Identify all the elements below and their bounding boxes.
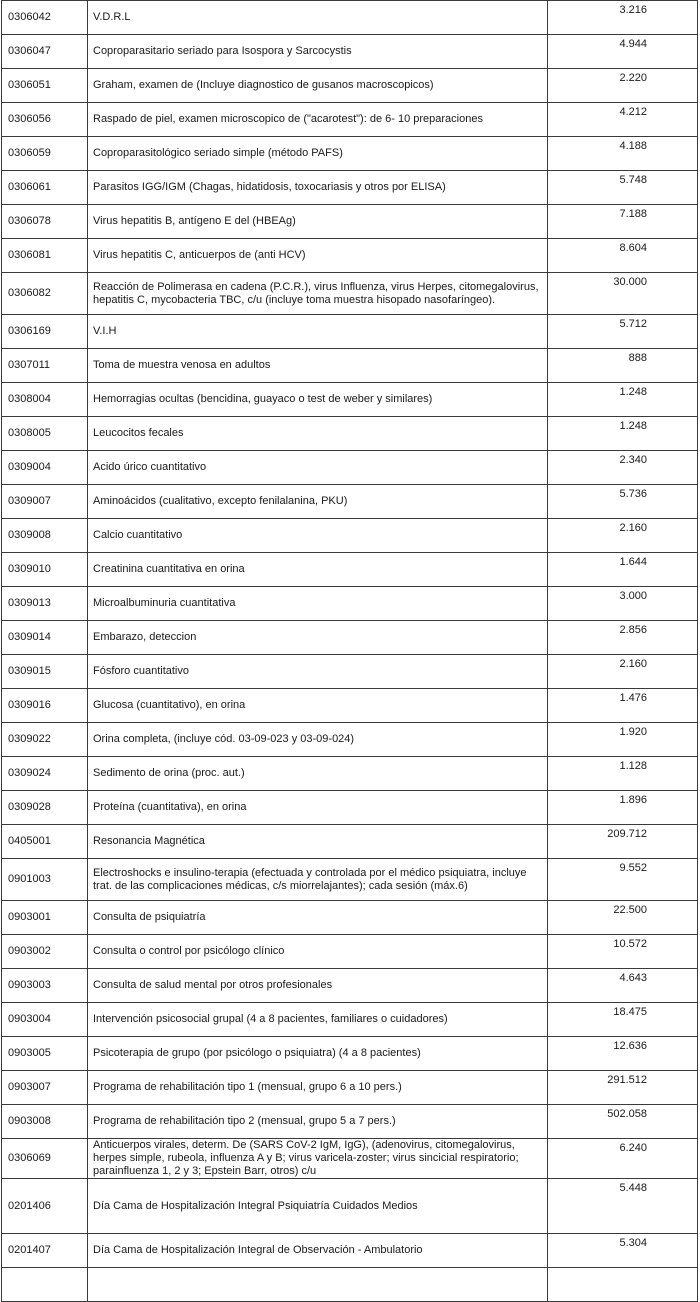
row-description: Leucocitos fecales: [88, 417, 548, 451]
table-row: [2, 859, 698, 901]
row-description: Electroshocks e insulino-terapia (efectuada y controlada por el médico psiquiatra, incluye trat. de las complicaciones médicas, c/s miorrelajantes); cada sesión (máx.6): [88, 859, 548, 901]
row-description: Intervención psicosocial grupal (4 a 8 pacientes, familiares o cuidadores): [88, 1003, 548, 1037]
row-price: 1.920: [548, 723, 698, 757]
row-price: 209.712: [548, 825, 698, 859]
table-row: [2, 935, 698, 969]
row-code: 0309024: [2, 757, 88, 791]
row-price: 6.240: [548, 1139, 698, 1179]
table-row: [2, 1234, 698, 1268]
row-price: 5.448: [548, 1179, 698, 1234]
table-row: [2, 417, 698, 451]
table-row: [2, 273, 698, 315]
row-description: Virus hepatitis C, anticuerpos de (anti HCV): [88, 239, 548, 273]
row-code: 0309022: [2, 723, 88, 757]
table-row: [2, 655, 698, 689]
row-price: 2.340: [548, 451, 698, 485]
row-code: 0309028: [2, 791, 88, 825]
row-description: Anticuerpos virales, determ. De (SARS CoV-2 IgM, IgG), (adenovirus, citomegalovirus, herpes simple, rubeola, influenza A y B; virus varicela-zoster; virus sincicial respiratorio; parainfluenza 1, 2 y 3; Epstein Barr, otros) c/u: [88, 1139, 548, 1179]
row-price: 5.736: [548, 485, 698, 519]
row-code: 0901003: [2, 859, 88, 901]
row-code: 0306082: [2, 273, 88, 315]
table-row: [2, 689, 698, 723]
table-row: [2, 757, 698, 791]
row-price: 7.188: [548, 205, 698, 239]
row-description: V.I.H: [88, 315, 548, 349]
table-row: [2, 791, 698, 825]
row-description: Embarazo, deteccion: [88, 621, 548, 655]
row-code: 0307011: [2, 349, 88, 383]
row-code: 0309010: [2, 553, 88, 587]
row-code: 0309008: [2, 519, 88, 553]
row-code: 0903008: [2, 1105, 88, 1139]
row-price: 1.248: [548, 383, 698, 417]
row-description: Consulta o control por psicólogo clínico: [88, 935, 548, 969]
row-code: 0309013: [2, 587, 88, 621]
row-price: 888: [548, 349, 698, 383]
row-code: 0306061: [2, 171, 88, 205]
row-description: Raspado de piel, examen microscopico de ("acarotest"): de 6- 10 preparaciones: [88, 103, 548, 137]
table-row: [2, 553, 698, 587]
row-code: 0201406: [2, 1179, 88, 1234]
row-code: 0309007: [2, 485, 88, 519]
tariff-table: [1, 0, 698, 1302]
row-price: 22.500: [548, 901, 698, 935]
row-code: 0903005: [2, 1037, 88, 1071]
row-price: 5.748: [548, 171, 698, 205]
row-code: 0903003: [2, 969, 88, 1003]
row-description: Reacción de Polimerasa en cadena (P.C.R.), virus Influenza, virus Herpes, citomegalovirus, hepatitis C, mycobacteria TBC, c/u (incluye toma muestra hisopado nasofaríngeo).: [88, 273, 548, 315]
row-description: Microalbuminuria cuantitativa: [88, 587, 548, 621]
table-row: [2, 1037, 698, 1071]
table-row: [2, 349, 698, 383]
row-price: 4.212: [548, 103, 698, 137]
row-description: Proteína (cuantitativa), en orina: [88, 791, 548, 825]
row-price: 2.160: [548, 655, 698, 689]
row-description: Resonancia Magnética: [88, 825, 548, 859]
row-code: 0903007: [2, 1071, 88, 1105]
row-price: 1.476: [548, 689, 698, 723]
row-description: Coproparasitario seriado para Isospora y Sarcocystis: [88, 35, 548, 69]
row-code: 0308004: [2, 383, 88, 417]
table-row: [2, 825, 698, 859]
row-price: 18.475: [548, 1003, 698, 1037]
row-description: Glucosa (cuantitativo), en orina: [88, 689, 548, 723]
row-code: 0309016: [2, 689, 88, 723]
row-price: 5.304: [548, 1234, 698, 1268]
table-row: [2, 1139, 698, 1179]
row-description: Acido úrico cuantitativo: [88, 451, 548, 485]
row-code: 0903001: [2, 901, 88, 935]
row-price: 10.572: [548, 935, 698, 969]
row-description: V.D.R.L: [88, 1, 548, 35]
row-code: 0306081: [2, 239, 88, 273]
row-description: Programa de rehabilitación tipo 2 (mensual, grupo 5 a 7 pers.): [88, 1105, 548, 1139]
row-price: 1.128: [548, 757, 698, 791]
row-price: 4.643: [548, 969, 698, 1003]
table-row: [2, 315, 698, 349]
row-code: 0306051: [2, 69, 88, 103]
row-description: Consulta de psiquiatría: [88, 901, 548, 935]
row-description: Psicoterapia de grupo (por psicólogo o psiquiatra) (4 a 8 pacientes): [88, 1037, 548, 1071]
row-price: 5.712: [548, 315, 698, 349]
table-row: [2, 1105, 698, 1139]
table-row: [2, 1071, 698, 1105]
row-description: Graham, examen de (Incluye diagnostico de gusanos macroscopicos): [88, 69, 548, 103]
row-description: Día Cama de Hospitalización Integral Psiquiatría Cuidados Medios: [88, 1179, 548, 1234]
table-row: [2, 383, 698, 417]
table-row: [2, 35, 698, 69]
row-price: 291.512: [548, 1071, 698, 1105]
row-code: 0309014: [2, 621, 88, 655]
table-row: [2, 723, 698, 757]
row-code: 0306069: [2, 1139, 88, 1179]
row-price: 2.220: [548, 69, 698, 103]
table-row: [2, 239, 698, 273]
row-description: Calcio cuantitativo: [88, 519, 548, 553]
row-code: 0308005: [2, 417, 88, 451]
row-price: 4.944: [548, 35, 698, 69]
row-description: Programa de rehabilitación tipo 1 (mensual, grupo 6 a 10 pers.): [88, 1071, 548, 1105]
row-description: [88, 1268, 548, 1302]
row-description: Creatinina cuantitativa en orina: [88, 553, 548, 587]
table-row: [2, 137, 698, 171]
row-price: 12.636: [548, 1037, 698, 1071]
table-row: [2, 587, 698, 621]
row-price: 1.644: [548, 553, 698, 587]
table-row: [2, 171, 698, 205]
table-row: [2, 901, 698, 935]
row-price: 2.160: [548, 519, 698, 553]
row-description: Toma de muestra venosa en adultos: [88, 349, 548, 383]
table-row: [2, 69, 698, 103]
row-description: Orina completa, (incluye cód. 03-09-023 y 03-09-024): [88, 723, 548, 757]
row-code: 0309004: [2, 451, 88, 485]
row-code: 0306169: [2, 315, 88, 349]
row-description: Sedimento de orina (proc. aut.): [88, 757, 548, 791]
table-row: [2, 621, 698, 655]
table-row: [2, 1268, 698, 1302]
table-row: [2, 969, 698, 1003]
row-price: 1.896: [548, 791, 698, 825]
tariff-table-body: [2, 1, 698, 1302]
row-price: 3.216: [548, 1, 698, 35]
row-price: 2.856: [548, 621, 698, 655]
row-description: Aminoácidos (cualitativo, excepto fenilalanina, PKU): [88, 485, 548, 519]
row-description: Consulta de salud mental por otros profesionales: [88, 969, 548, 1003]
row-price: 30.000: [548, 273, 698, 315]
row-price: 1.248: [548, 417, 698, 451]
table-row: [2, 451, 698, 485]
row-code: 0306059: [2, 137, 88, 171]
row-price: 8.604: [548, 239, 698, 273]
table-row: [2, 103, 698, 137]
row-price: 4.188: [548, 137, 698, 171]
row-description: Día Cama de Hospitalización Integral de Observación - Ambulatorio: [88, 1234, 548, 1268]
row-price: 9.552: [548, 859, 698, 901]
table-row: [2, 1003, 698, 1037]
row-code: 0201407: [2, 1234, 88, 1268]
table-row: [2, 1, 698, 35]
row-description: Coproparasitológico seriado simple (método PAFS): [88, 137, 548, 171]
row-code: 0306078: [2, 205, 88, 239]
table-row: [2, 205, 698, 239]
row-code: 0309015: [2, 655, 88, 689]
row-code: 0306056: [2, 103, 88, 137]
row-code: 0903002: [2, 935, 88, 969]
row-code: 0306042: [2, 1, 88, 35]
row-code: 0903004: [2, 1003, 88, 1037]
row-price: [548, 1268, 698, 1302]
table-row: [2, 1179, 698, 1234]
row-description: Fósforo cuantitativo: [88, 655, 548, 689]
table-row: [2, 519, 698, 553]
row-price: 3.000: [548, 587, 698, 621]
table-row: [2, 485, 698, 519]
row-description: Virus hepatitis B, antígeno E del (HBEAg): [88, 205, 548, 239]
row-description: Parasitos IGG/IGM (Chagas, hidatidosis, toxocariasis y otros por ELISA): [88, 171, 548, 205]
row-price: 502.058: [548, 1105, 698, 1139]
row-code: 0306047: [2, 35, 88, 69]
row-code: 0405001: [2, 825, 88, 859]
row-code: [2, 1268, 88, 1302]
row-description: Hemorragias ocultas (bencidina, guayaco o test de weber y similares): [88, 383, 548, 417]
